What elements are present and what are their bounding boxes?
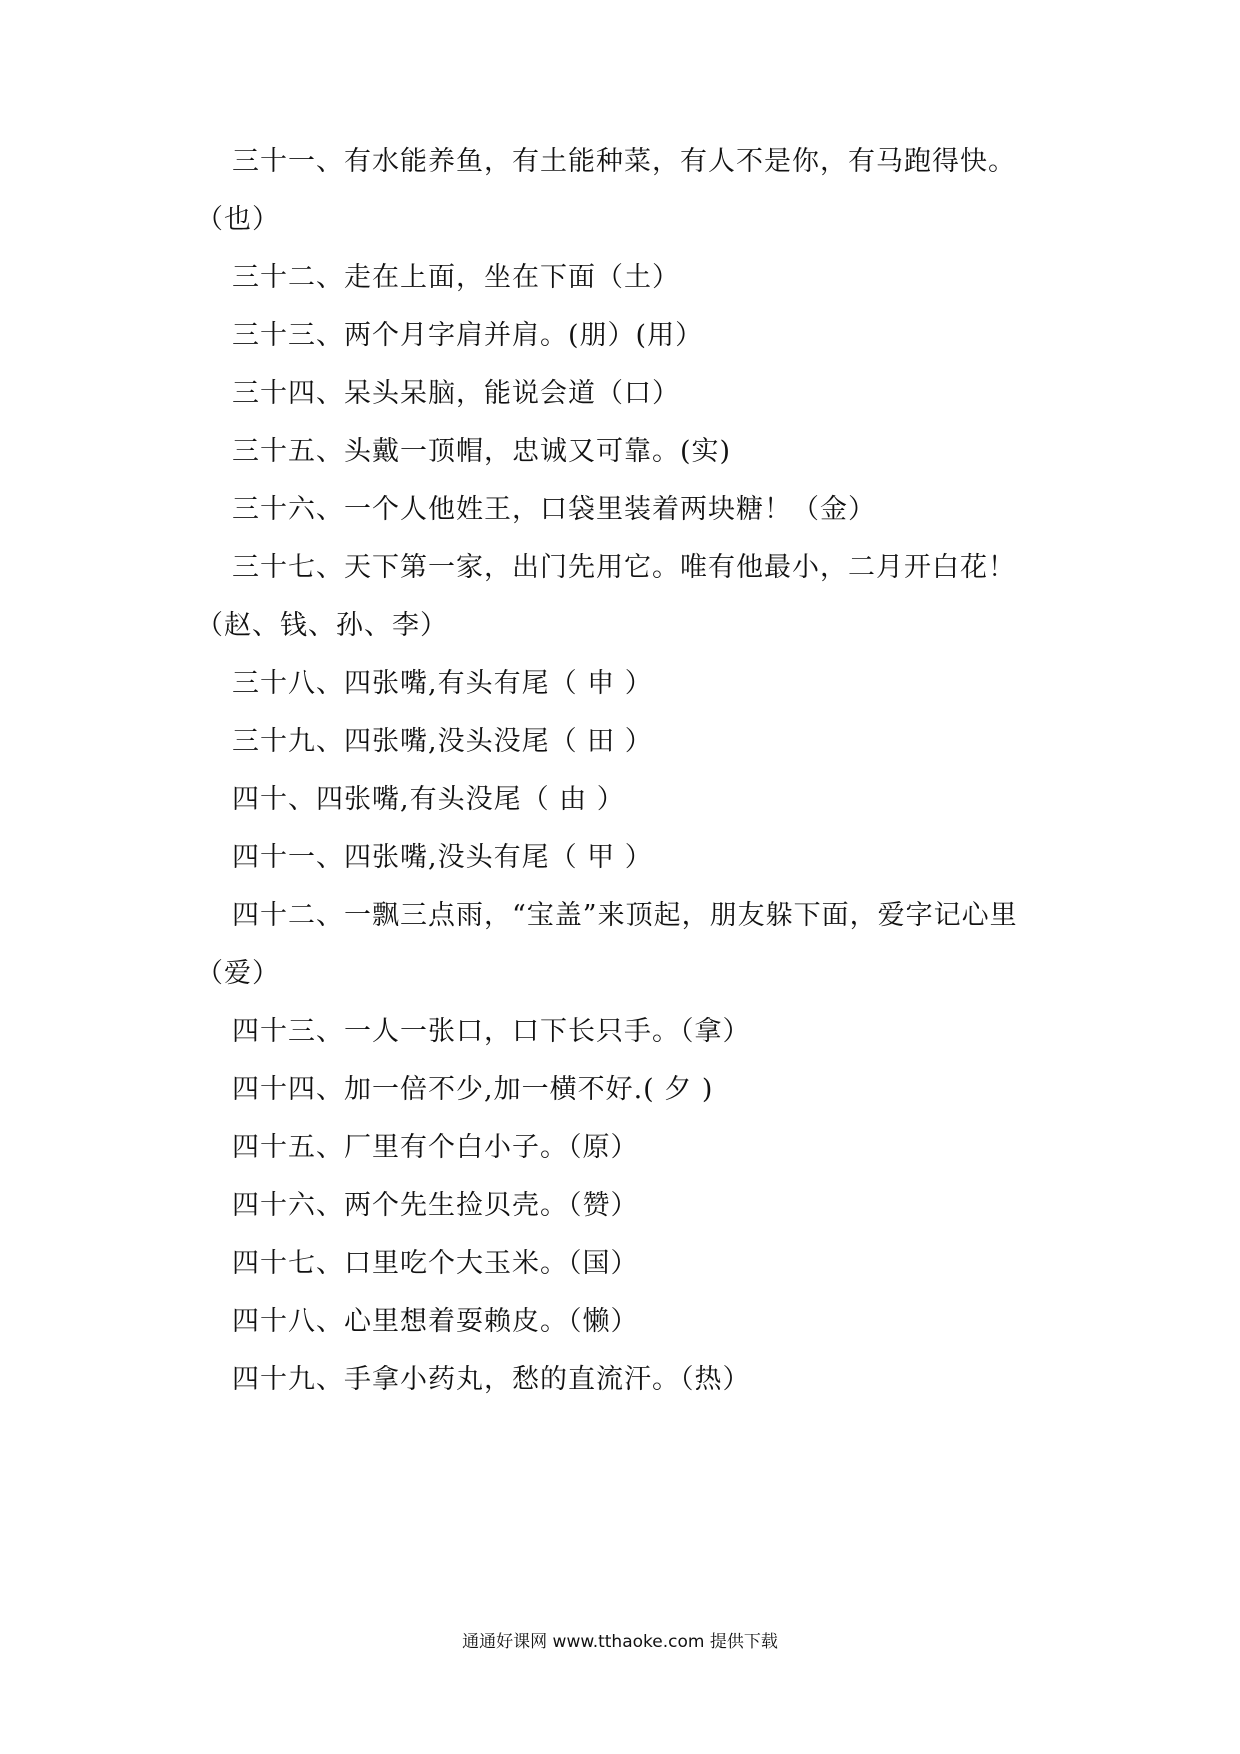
riddle-49: 四十九、手拿小药丸，愁的直流汗。（热） [232,1364,751,1395]
riddle-38: 三十八、四张嘴,有头有尾（ 申 ） [232,668,653,699]
riddle-48: 四十八、心里想着耍赖皮。（懒） [232,1306,639,1337]
riddle-32: 三十二、走在上面，坐在下面（土） [232,262,680,293]
riddle-42-line-1: 四十二、一飘三点雨，“宝盖”来顶起，朋友躲下面，爱字记心里 [232,900,1018,931]
riddle-35: 三十五、头戴一顶帽，忠诚又可靠。(实) [232,436,732,467]
page-footer: 通通好课网 www.tthaoke.com 提供下载 [462,1632,778,1652]
riddle-47: 四十七、口里吃个大玉米。（国） [232,1248,639,1279]
riddle-40: 四十、四张嘴,有头没尾（ 由 ） [232,784,625,815]
riddle-39: 三十九、四张嘴,没头没尾（ 田 ） [232,726,653,757]
riddle-41: 四十一、四张嘴,没头有尾（ 甲 ） [232,842,653,873]
riddle-42-line-2: （爱） [196,958,280,989]
riddle-44: 四十四、加一倍不少,加一横不好.( 夕 ) [232,1074,714,1105]
riddle-46: 四十六、两个先生捡贝壳。（赞） [232,1190,639,1221]
riddle-36: 三十六、一个人他姓王，口袋里装着两块糖！（金） [232,494,876,525]
riddle-37-line-1: 三十七、天下第一家，出门先用它。唯有他最小，二月开白花！ [232,552,1016,583]
riddle-34: 三十四、呆头呆脑，能说会道（口） [232,378,680,409]
riddle-45: 四十五、厂里有个白小子。（原） [232,1132,639,1163]
riddle-43: 四十三、一人一张口，口下长只手。（拿） [232,1016,751,1047]
riddle-31-line-2: （也） [196,204,280,235]
riddle-33: 三十三、两个月字肩并肩。(朋）(用） [232,320,704,351]
riddle-37-line-2: （赵、钱、孙、李） [196,610,448,641]
riddle-31-line-1: 三十一、有水能养鱼，有土能种菜，有人不是你，有马跑得快。 [232,146,1016,177]
